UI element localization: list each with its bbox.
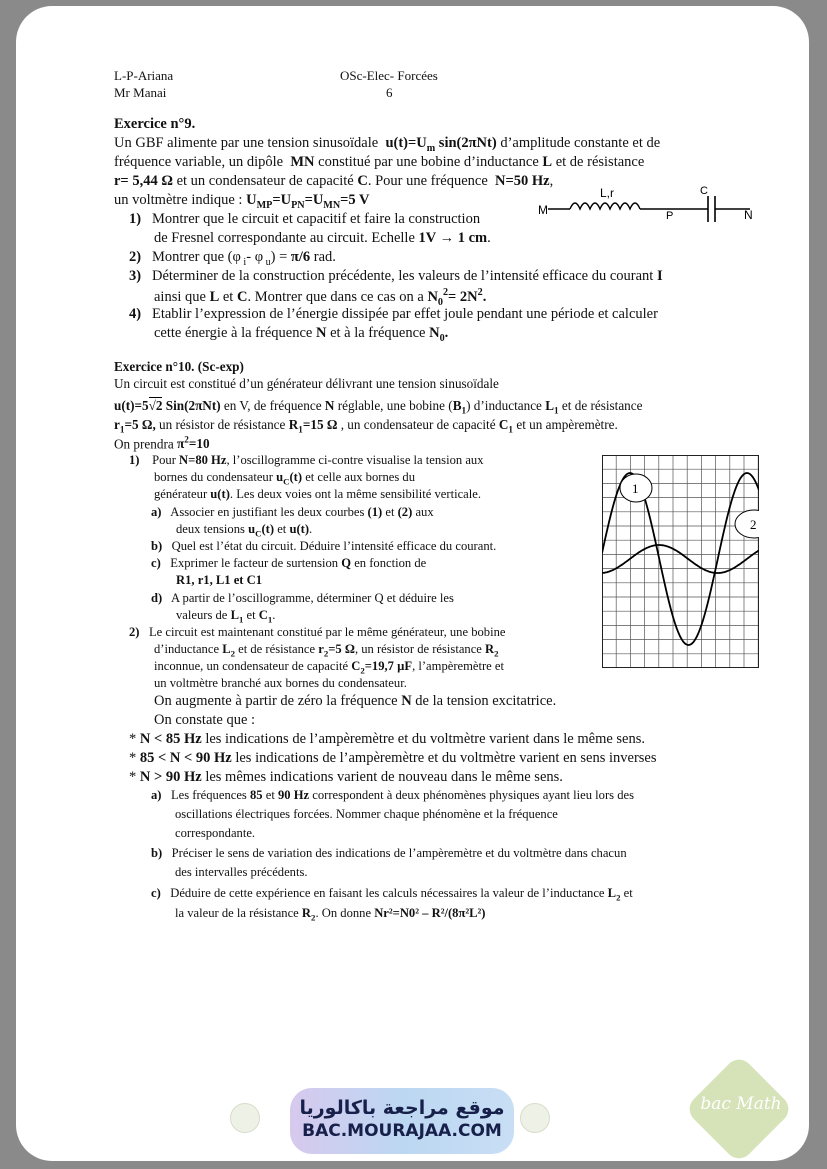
ex10-q2b: b) Préciser le sens de variation des indications de l’ampèremètre et du voltmètre dans chacun [151,846,627,860]
ex10-obs1: * N < 85 Hz les indications de l’ampèremètre et du voltmètre varient dans le même sens. [129,731,646,747]
ex10-obs2: * 85 < N < 90 Hz les indications de l’ampèremètre et du voltmètre varient en sens inverses [129,750,657,766]
ex10-q2c-line2: la valeur de la résistance $R_2$. On donne Nr²=N0² – R²/(8π²L²) [175,906,486,923]
ex10-q1a-line2: deux tensions $u_C(t)$ et u(t). [176,522,313,539]
ex10-q2-line6: On constate que : [154,712,256,728]
ex9-q1-line2: de Fresnel correspondante au circuit. Echelle 1V → 1 cm. [154,230,491,246]
ex10-intro4: On prendra $\pi^2=10$ [114,435,210,452]
ex10-q1c-line2: R1, r1, L1 et C1 [176,573,263,587]
ex10-q2-line5: On augmente à partir de zéro la fréquence N de la tension excitatrice. [154,693,557,709]
ex9-q3-line2: ainsi que L et C. Montrer que dans ce cas on a $N_0^2= 2N^2$. [154,287,487,308]
header-school: L-P-Ariana [114,68,174,83]
ex9-q4: 4) Etablir l’expression de l’énergie dissipée par effet joule pendant une période et calculer [129,306,658,322]
ex9-title: Exercice n°9. [114,116,196,132]
ex9-line2: fréquence variable, un dipôle MN constitué par une bobine d’inductance L et de résistance [114,154,645,170]
ex9-line3: r= 5,44 Ω et un condensateur de capacité C. Pour une fréquence N=50 Hz, [114,173,554,189]
left-logo-icon [230,1103,260,1133]
ex10-q2-line4: un voltmètre branché aux bornes du condensateur. [154,676,407,690]
ex9-q3: 3) Déterminer de la construction précédente, les valeurs de l’intensité efficace du courant I [129,268,663,284]
ex9-q1: 1) Montrer que le circuit et capacitif et faire la construction [129,211,481,227]
footer-url[interactable]: BAC.MOURAJAA.COM [302,1121,502,1141]
node-m-label: M [538,203,548,217]
ex10-q2c: c) Déduire de cette expérience en faisant les calculs nécessaires la valeur de l’inductance $L_2$ et [151,886,633,903]
ex9-q2: 2) Montrer que (φ $_i$- φ $_u$) = π/6 rad. [129,249,336,268]
ex10-q1: 1) Pour N=80 Hz, l’oscillogramme ci-contre visualise la tension aux [129,453,484,467]
ex10-q2a-line3: correspondante. [175,826,256,840]
header-subject: OSc-Elec- Forcées [340,68,438,83]
inductor-coil [570,203,640,209]
ex9-q4-line2: cette énergie à la fréquence N et à la fréquence $N_0$. [154,325,449,344]
ex10-intro1: Un circuit est constitué d’un générateur délivrant une tension sinusoïdale [114,376,499,391]
curve-1-label: 1 [632,481,639,496]
ex9-line1: Un GBF alimente par une tension sinusoïdale $u(t)=U_m$ sin(2πNt) d’amplitude constante et de [114,135,661,154]
curve-2-label: 2 [750,517,757,532]
document-page [16,6,809,1161]
ex10-q1c: c) Exprimer le facteur de surtension Q en fonction de [151,556,427,570]
ex10-q2a-line2: oscillations électriques forcées. Nommer chaque phénomène et la fréquence [175,807,558,821]
ex10-q1-line2: bornes du condensateur $u_C(t)$ et celle aux bornes du [154,470,415,487]
ex10-q2a: a) Les fréquences 85 et 90 Hz correspondent à deux phénomènes physiques ayant lieu lors des [151,788,635,802]
oscillogram [602,455,759,668]
ex10-q2b-line2: des intervalles précédents. [175,865,308,879]
coil-label: L,r [600,186,615,200]
ex10-q2-line2: d’inductance $L_2$ et de résistance $r_2=5$ Ω, un résistor de résistance $R_2$ [154,642,499,659]
bac-math-label: bac Math [700,1094,782,1114]
ex10-q1d-line2: valeurs de $L_1$ et $C_1$. [176,608,276,625]
ex10-title: Exercice n°10. (Sc-exp) [114,359,244,374]
ex10-q1b: b) Quel est l’état du circuit. Déduire l’intensité efficace du courant. [151,539,497,553]
node-n-label: N [744,208,753,222]
right-logo-icon [520,1103,550,1133]
header-teacher: Mr Manai [114,85,167,100]
node-p-label: P [666,210,674,222]
ex10-q1a: a) Associer en justifiant les deux courbes (1) et (2) aux [151,505,434,519]
ex10-q2: 2) Le circuit est maintenant constitué par le même générateur, une bobine [129,625,506,639]
ex10-obs3: * N > 90 Hz les mêmes indications varient de nouveau dans le même sens. [129,769,563,785]
ex10-q1d: d) A partir de l’oscillogramme, déterminer Q et déduire les [151,591,454,605]
ex9-line4: un voltmètre indique : $U_{MP}=U_{PN}=U_{MN}=5$ V [114,192,370,211]
ex10-q1-line3: générateur u(t). Les deux voies ont la même sensibilité verticale. [154,487,481,501]
ex10-intro3: $r_1=5$ Ω, un résistor de résistance $R_1=15$ Ω , un condensateur de capacité $C_1$ et un ampèremètre. [114,417,618,435]
circuit-diagram [528,184,778,234]
footer-arabic-title: موقع مراجعة باكالوريا [299,1097,505,1119]
page-number: 6 [386,85,393,100]
ex10-intro2: u(t)=5√2 Sin(2πNt) en V, de fréquence N réglable, une bobine $(B_1)$ d’inductance $L_1$ et de résistance [114,398,643,416]
capacitor-label: C [700,185,708,197]
ex10-q2-line3: inconnue, un condensateur de capacité $C_2=19,7$ µF, l’ampèremètre et [154,659,505,676]
footer-banner[interactable] [290,1088,514,1154]
